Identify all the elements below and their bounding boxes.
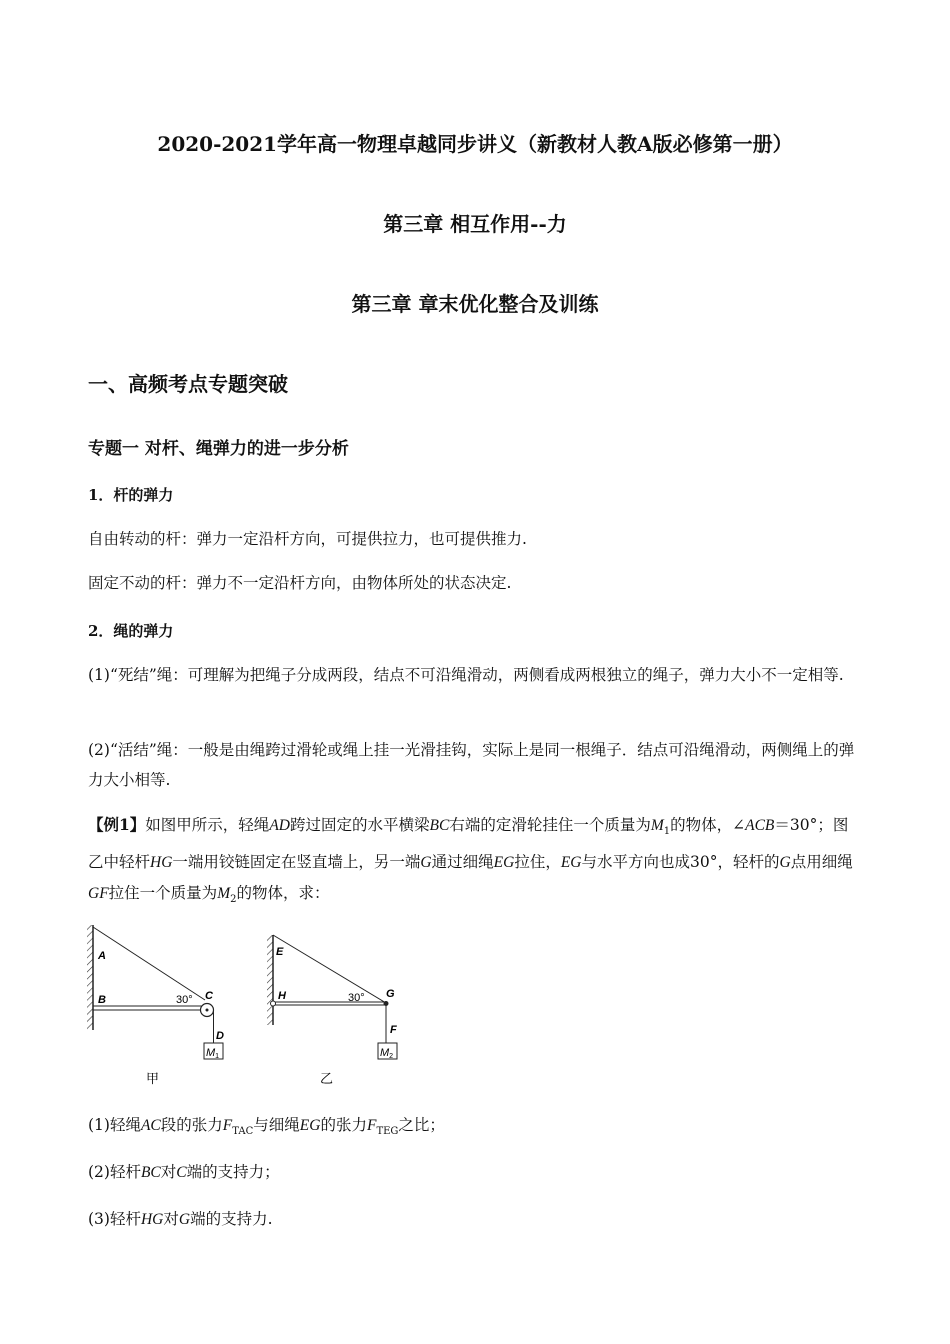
figure-yi	[267, 935, 397, 1086]
hinge-h	[271, 1001, 276, 1006]
dead-knot-paragraph: (1)“死结”绳：可理解为把绳子分成两段，结点不可沿绳滑动，两侧看成两根独立的绳子，弹力大小不一定相等.	[88, 666, 844, 684]
pulley-axle	[206, 1009, 209, 1012]
rope-eg	[273, 935, 386, 1003]
caption-yi: 乙	[320, 1071, 334, 1086]
label-b: B	[98, 994, 106, 1006]
item1-line1: 自由转动的杆：弹力一定沿杆方向，可提供拉力，也可提供推力.	[88, 530, 527, 548]
beam-bc	[93, 1006, 205, 1010]
label-h: H	[278, 990, 286, 1002]
label-a: A	[98, 950, 106, 962]
mass-m1-label: M1	[206, 1047, 220, 1060]
rope-ac	[93, 927, 205, 1000]
wall-hatch-yi	[267, 935, 273, 1025]
part-one-heading: 一、高频考点专题突破	[88, 372, 288, 396]
label-e: E	[276, 946, 284, 958]
question-2: (2)轻杆BC对C端的支持力；	[88, 1163, 280, 1181]
label-f: F	[390, 1024, 397, 1036]
item1-heading: 1．杆的弹力	[88, 486, 174, 504]
question-3: (3)轻杆HG对G端的支持力.	[88, 1210, 273, 1228]
label-g: G	[386, 988, 395, 1000]
chapter-title: 第三章 相互作用--力	[383, 212, 567, 236]
item1-line2: 固定不动的杆：弹力不一定沿杆方向，由物体所处的状态决定.	[88, 574, 512, 592]
question-1: (1)轻绳AC段的张力$F_{TAC}$与细绳EG的张力$F_{TEG}$之比；	[88, 1116, 445, 1138]
live-knot-paragraph: (2)“活结”绳：一般是由绳跨过滑轮或绳上挂一光滑挂钩，实际上是同一根绳子．结点可沿绳滑动，两侧绳上的弹力大小相等.	[88, 741, 855, 789]
rod-hg	[273, 1002, 386, 1005]
angle-label-jia: 30°	[176, 994, 193, 1006]
caption-jia: 甲	[146, 1071, 160, 1086]
wall-hatch-jia	[87, 925, 93, 1030]
course-title: 2020-2021学年高一物理卓越同步讲义（新教材人教A版必修第一册）	[157, 132, 793, 156]
label-c: C	[205, 990, 213, 1002]
item2-heading: 2．绳的弹力	[88, 622, 174, 640]
angle-label-yi: 30°	[348, 992, 365, 1004]
example-label: 【例1】	[88, 815, 146, 834]
section-title: 第三章 章末优化整合及训练	[351, 292, 599, 316]
topic-heading: 专题一 对杆、绳弹力的进一步分析	[88, 439, 349, 459]
example-figure	[80, 915, 420, 1095]
mass-m2-label: M2	[380, 1047, 394, 1060]
label-d: D	[216, 1030, 224, 1042]
figure-jia	[87, 925, 224, 1086]
example-paragraph: 【例1】如图甲所示，轻绳AD跨过固定的水平横梁BC右端的定滑轮挂住一个质量为$M_1$的物体，∠ACB＝30°；图乙中轻杆HG一端用铰链固定在竖直墙上，另一端G通过细绳EG拉住，EG与水平方向也成30°，轻杆的G点用细绳GF拉住一个质量为$M_2$的物体，求：	[88, 815, 853, 906]
